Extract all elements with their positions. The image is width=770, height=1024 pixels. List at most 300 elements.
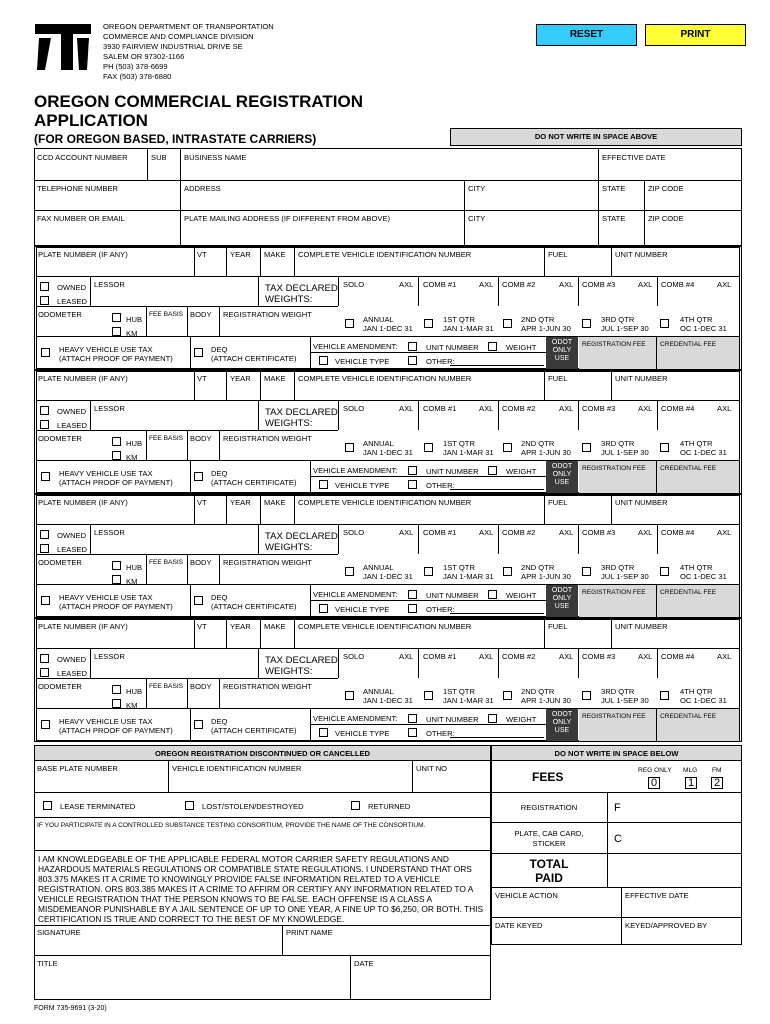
v3-make-label: MAKE (264, 498, 286, 507)
v4-q4-label-1: 4TH QTR (680, 687, 713, 696)
v3-body-label: BODY (190, 558, 212, 567)
v3-owned-checkbox[interactable] (40, 530, 49, 539)
v1-q3-label-1: 3RD QTR (601, 315, 635, 324)
v2-comb4-label: COMB #4 (661, 404, 695, 413)
v3-fee-basis-field[interactable] (148, 568, 186, 583)
v2-deq-label-2: (ATTACH CERTIFICATE) (211, 478, 297, 487)
v3-vin-field[interactable] (296, 508, 543, 523)
v1-leased-label: LEASED (57, 297, 87, 306)
v3-q2-checkbox[interactable] (503, 567, 512, 576)
v2-deq-checkbox[interactable] (194, 472, 203, 481)
v2-odot-1: ODOT (551, 463, 573, 470)
v3-comb3-axl: AXL (638, 528, 653, 537)
v1-unit-field[interactable] (613, 260, 739, 275)
v1-plate-field[interactable] (38, 260, 193, 275)
v3-unit-number-checkbox[interactable] (408, 590, 417, 599)
page-subtitle: (FOR OREGON BASED, INTRASTATE CARRIERS) (34, 132, 317, 146)
v2-annual-label-1: ANNUAL (363, 439, 394, 448)
v2-q4-checkbox[interactable] (660, 443, 669, 452)
v4-q3-checkbox[interactable] (582, 691, 591, 700)
address-field[interactable] (182, 194, 463, 209)
v3-hvut-checkbox[interactable] (41, 596, 50, 605)
v2-vehicle-type-label: VEHICLE TYPE (335, 481, 390, 490)
v2-year-field[interactable] (228, 384, 259, 399)
v3-other-field[interactable] (452, 602, 544, 613)
telephone-field[interactable] (36, 194, 179, 209)
v1-q2-checkbox[interactable] (503, 319, 512, 328)
v3-vt-field[interactable] (196, 508, 225, 523)
v2-other-field[interactable] (452, 478, 544, 489)
v1-annual-checkbox[interactable] (345, 319, 354, 328)
title-label: TITLE (37, 959, 58, 968)
v2-vt-field[interactable] (196, 384, 225, 399)
city-field[interactable] (466, 194, 597, 209)
v2-vt-label: VT (197, 374, 207, 383)
v2-other-checkbox[interactable] (408, 480, 417, 489)
keyed-approved-label: KEYED/APPROVED BY (625, 921, 708, 930)
effective-date-label: EFFECTIVE DATE (602, 153, 666, 162)
v2-fee-basis-field[interactable] (148, 444, 186, 459)
mailing-state-label: STATE (602, 214, 626, 223)
registration-code: F (614, 802, 621, 814)
mailing-city-field[interactable] (466, 224, 597, 244)
plate-mailing-label: PLATE MAILING ADDRESS (IF DIFFERENT FROM ABOVE) (184, 214, 391, 223)
v4-lessor-field[interactable] (92, 662, 257, 677)
v4-hub-checkbox[interactable] (112, 685, 121, 694)
v1-weight-checkbox[interactable] (488, 342, 497, 351)
v2-hvut-label-2: (ATTACH PROOF OF PAYMENT) (59, 478, 173, 487)
v2-unit-field[interactable] (613, 384, 739, 399)
v4-comb2-axl: AXL (559, 652, 574, 661)
v1-odot-3: USE (554, 355, 570, 362)
v2-km-checkbox[interactable] (112, 451, 121, 460)
v4-odometer-label: ODOMETER (38, 682, 82, 691)
business-name-field[interactable] (182, 163, 597, 179)
v3-annual-label-2: JAN 1-DEC 31 (363, 572, 413, 581)
page-title-line-2: APPLICATION (34, 111, 148, 130)
disc-vin-label: VEHICLE IDENTIFICATION NUMBER (172, 764, 302, 773)
v2-vehicle-type-checkbox[interactable] (319, 480, 328, 489)
mailing-city-label: CITY (468, 214, 486, 223)
v3-km-label: KM (126, 577, 138, 586)
v1-reg-weight-label: REGISTRATION WEIGHT (223, 310, 312, 319)
v4-body-field[interactable] (189, 692, 218, 707)
v4-vehicle-type-checkbox[interactable] (319, 728, 328, 737)
v1-leased-checkbox[interactable] (40, 296, 49, 305)
v4-unit-field[interactable] (613, 632, 739, 647)
plate-cab-code: C (614, 833, 622, 845)
office-effective-date-label: EFFECTIVE DATE (625, 891, 689, 900)
disc-unit-no-label: UNIT NO (416, 764, 448, 773)
v4-q3-label-1: 3RD QTR (601, 687, 635, 696)
fm-label: FM (712, 767, 722, 774)
v4-unit-number-checkbox[interactable] (408, 714, 417, 723)
v1-q1-label-2: JAN 1-MAR 31 (443, 324, 494, 333)
v3-solo-label: SOLO (343, 528, 365, 537)
v2-q1-label-1: 1ST QTR (443, 439, 475, 448)
v2-reg-fee-label: REGISTRATION FEE (582, 465, 646, 472)
v3-fuel-field[interactable] (546, 508, 610, 523)
v1-reg-fee-label: REGISTRATION FEE (582, 341, 646, 348)
v4-cred-fee-label: CREDENTIAL FEE (660, 713, 717, 720)
v3-plate-field[interactable] (38, 508, 193, 523)
v1-other-checkbox[interactable] (408, 356, 417, 365)
v1-q3-checkbox[interactable] (582, 319, 591, 328)
v1-other-field[interactable] (452, 354, 544, 365)
v1-plate-label: PLATE NUMBER (IF ANY) (38, 250, 128, 259)
v4-weight-checkbox[interactable] (488, 714, 497, 723)
cert-line-6: MISDEMEANOR PUNISHABLE BY A JAIL SENTENCE OF UP TO ONE YEAR, A FINE UP TO $6,250, OR BOTH. THIS (38, 904, 484, 914)
v1-vin-label: COMPLETE VEHICLE IDENTIFICATION NUMBER (298, 250, 472, 259)
v3-vt-label: VT (197, 498, 207, 507)
v3-odometer-label: ODOMETER (38, 558, 82, 567)
v2-fee-basis-label: FEE BASIS (149, 435, 184, 442)
v4-reg-weight-label: REGISTRATION WEIGHT (223, 682, 312, 691)
v2-unit-number-checkbox[interactable] (408, 466, 417, 475)
v1-deq-label-1: DEQ (211, 345, 228, 354)
v1-vt-field[interactable] (196, 260, 225, 275)
state-field[interactable] (600, 194, 643, 209)
agency-line-6: FAX (503) 378-6880 (103, 72, 172, 81)
v2-q3-checkbox[interactable] (582, 443, 591, 452)
v3-cred-fee-label: CREDENTIAL FEE (660, 589, 717, 596)
v2-solo-label: SOLO (343, 404, 365, 413)
v2-q3-label-2: JUL 1-SEP 30 (601, 448, 649, 457)
v2-owned-label: OWNED (57, 407, 87, 416)
title-field[interactable] (36, 970, 349, 998)
v4-solo-axl: AXL (399, 652, 414, 661)
v3-annual-checkbox[interactable] (345, 567, 354, 576)
v3-comb2-label: COMB #2 (502, 528, 536, 537)
v1-comb2-label: COMB #2 (502, 280, 536, 289)
v4-make-field[interactable] (262, 632, 293, 647)
v4-comb1-label: COMB #1 (423, 652, 457, 661)
signature-field[interactable] (36, 937, 281, 954)
mailing-state-field[interactable] (600, 224, 643, 244)
v1-year-field[interactable] (228, 260, 259, 275)
v3-fee-basis-label: FEE BASIS (149, 559, 184, 566)
v2-q2-label-2: APR 1-JUN 30 (521, 448, 571, 457)
v1-year-label: YEAR (230, 250, 251, 259)
v1-odot-use-box (546, 337, 578, 369)
v1-body-field[interactable] (189, 320, 218, 335)
v2-q1-label-2: JAN 1-MAR 31 (443, 448, 494, 457)
v2-make-label: MAKE (264, 374, 286, 383)
v3-odot-3: USE (554, 603, 570, 610)
v1-vehicle-type-label: VEHICLE TYPE (335, 357, 390, 366)
v4-amendment-label: VEHICLE AMENDMENT: (313, 714, 398, 723)
v1-odot-1: ODOT (551, 339, 573, 346)
agency-line-5: PH (503) 378-6699 (103, 62, 168, 71)
v3-km-checkbox[interactable] (112, 575, 121, 584)
v2-comb1-label: COMB #1 (423, 404, 457, 413)
v1-q2-label-1: 2ND QTR (521, 315, 555, 324)
v4-vehicle-type-label: VEHICLE TYPE (335, 729, 390, 738)
v4-comb4-label: COMB #4 (661, 652, 695, 661)
v4-hvut-checkbox[interactable] (41, 720, 50, 729)
v1-tax-declared-1: TAX DECLARED (265, 283, 338, 294)
v2-plate-field[interactable] (38, 384, 193, 399)
v3-odometer-field[interactable] (38, 568, 110, 583)
v4-q1-label-1: 1ST QTR (443, 687, 475, 696)
v4-leased-label: LEASED (57, 669, 87, 678)
disc-vin-field[interactable] (170, 774, 411, 790)
v4-leased-checkbox[interactable] (40, 668, 49, 677)
v4-vt-field[interactable] (196, 632, 225, 647)
v3-comb2-axl: AXL (559, 528, 574, 537)
v4-other-checkbox[interactable] (408, 728, 417, 737)
v4-hvut-label-1: HEAVY VEHICLE USE TAX (59, 717, 153, 726)
v2-year-label: YEAR (230, 374, 251, 383)
v1-annual-label-2: JAN 1-DEC 31 (363, 324, 413, 333)
v3-reg-fee-label: REGISTRATION FEE (582, 589, 646, 596)
v2-fuel-label: FUEL (548, 374, 568, 383)
v4-deq-label-1: DEQ (211, 717, 228, 726)
v2-odot-use-box (546, 461, 578, 493)
v1-vin-field[interactable] (296, 260, 543, 275)
v3-leased-label: LEASED (57, 545, 87, 554)
sub-field[interactable] (149, 163, 179, 179)
signature-label: SIGNATURE (37, 928, 81, 937)
v2-leased-label: LEASED (57, 421, 87, 430)
v2-hub-label: HUB (126, 439, 143, 448)
v4-vt-label: VT (197, 622, 207, 631)
v1-tax-declared-2: WEIGHTS: (265, 294, 313, 305)
v2-hvut-checkbox[interactable] (41, 472, 50, 481)
v4-weight-label: WEIGHT (506, 715, 537, 724)
print-button[interactable]: PRINT (645, 24, 746, 46)
v1-vehicle-type-checkbox[interactable] (319, 356, 328, 365)
v3-year-label: YEAR (230, 498, 251, 507)
cert-line-2: HAZARDOUS MATERIALS REGULATIONS OR COMPATIBLE STATE REGULATIONS. I UNDERSTAND THAT ORS (38, 864, 472, 874)
v4-year-field[interactable] (228, 632, 259, 647)
v2-fuel-field[interactable] (546, 384, 610, 399)
v4-comb2-label: COMB #2 (502, 652, 536, 661)
v1-hub-checkbox[interactable] (112, 313, 121, 322)
v2-vin-field[interactable] (296, 384, 543, 399)
fax-email-label: FAX NUMBER OR EMAIL (37, 214, 125, 223)
telephone-label: TELEPHONE NUMBER (37, 184, 119, 193)
v2-q1-checkbox[interactable] (424, 443, 433, 452)
state-label: STATE (602, 184, 626, 193)
v1-owned-label: OWNED (57, 283, 87, 292)
v2-q4-label-2: OC 1-DEC 31 (680, 448, 727, 457)
odot-logo (33, 22, 93, 72)
v3-unit-label: UNIT NUMBER (615, 498, 668, 507)
v1-fuel-field[interactable] (546, 260, 610, 275)
v1-unit-number-opt-label: UNIT NUMBER (426, 343, 479, 352)
v2-q2-checkbox[interactable] (503, 443, 512, 452)
discontinued-header: OREGON REGISTRATION DISCONTINUED OR CANCELLED (154, 749, 371, 758)
v3-weight-checkbox[interactable] (488, 590, 497, 599)
base-plate-label: BASE PLATE NUMBER (37, 764, 118, 773)
v3-solo-axl: AXL (399, 528, 414, 537)
v2-comb3-label: COMB #3 (582, 404, 616, 413)
v1-annual-label-1: ANNUAL (363, 315, 394, 324)
v1-comb4-axl: AXL (717, 280, 732, 289)
v4-solo-label: SOLO (343, 652, 365, 661)
v1-q2-label-2: APR 1-JUN 30 (521, 324, 571, 333)
returned-checkbox[interactable] (351, 801, 360, 810)
v1-comb1-axl: AXL (479, 280, 494, 289)
v3-body-field[interactable] (189, 568, 218, 583)
cert-line-5: VEHICLE REGISTRATION THAT THE PERSON KNOWS TO BE FALSE. EACH OFFENSE IS A CLASS A (38, 894, 433, 904)
date-field[interactable] (352, 970, 490, 998)
v4-odot-2: ONLY (552, 719, 572, 726)
zip-label: ZIP CODE (648, 184, 684, 193)
v2-odometer-label: ODOMETER (38, 434, 82, 443)
reset-button[interactable]: RESET (536, 24, 637, 46)
city-label: CITY (468, 184, 486, 193)
fax-email-field[interactable] (36, 224, 179, 244)
v4-plate-field[interactable] (38, 632, 193, 647)
v2-unit-label: UNIT NUMBER (615, 374, 668, 383)
v3-unit-field[interactable] (613, 508, 739, 523)
zip-field[interactable] (646, 194, 740, 209)
v3-lessor-field[interactable] (92, 538, 257, 553)
mailing-zip-field[interactable] (646, 224, 740, 244)
v2-body-field[interactable] (189, 444, 218, 459)
v1-lessor-field[interactable] (92, 290, 257, 305)
v3-q1-checkbox[interactable] (424, 567, 433, 576)
v1-km-checkbox[interactable] (112, 327, 121, 336)
cert-line-7: CERTIFICATION IS TRUE AND CORRECT TO THE BEST OF MY KNOWLEDGE. (38, 914, 345, 924)
v1-fee-basis-field[interactable] (148, 320, 186, 335)
effective-date-field[interactable] (600, 163, 740, 179)
v1-q3-label-2: JUL 1-SEP 30 (601, 324, 649, 333)
v1-make-field[interactable] (262, 260, 293, 275)
mlg-label: MLG (683, 767, 698, 774)
v1-cred-fee-label: CREDENTIAL FEE (660, 341, 717, 348)
consortium-label: IF YOU PARTICIPATE IN A CONTROLLED SUBSTANCE TESTING CONSORTIUM, PROVIDE THE NAME OF THE CONSORTIUM. (37, 822, 426, 829)
v2-lessor-label: LESSOR (94, 404, 125, 413)
v3-odot-2: ONLY (552, 595, 572, 602)
v3-leased-checkbox[interactable] (40, 544, 49, 553)
print-name-field[interactable] (284, 937, 490, 954)
v4-other-field[interactable] (452, 726, 544, 737)
v3-tax-declared-1: TAX DECLARED (265, 531, 338, 542)
v4-comb4-axl: AXL (717, 652, 732, 661)
v2-reg-weight-field[interactable] (221, 444, 336, 459)
v3-q3-label-1: 3RD QTR (601, 563, 635, 572)
v2-comb3-axl: AXL (638, 404, 653, 413)
do-not-write-above-label: DO NOT WRITE IN SPACE ABOVE (534, 132, 658, 141)
v1-odometer-field[interactable] (38, 320, 110, 335)
lost-stolen-checkbox[interactable] (185, 801, 194, 810)
v4-vin-field[interactable] (296, 632, 543, 647)
v3-other-checkbox[interactable] (408, 604, 417, 613)
v1-hvut-checkbox[interactable] (41, 348, 50, 357)
v2-odometer-field[interactable] (38, 444, 110, 459)
v2-amendment-label: VEHICLE AMENDMENT: (313, 466, 398, 475)
v3-other-label: OTHER: (426, 605, 455, 614)
v1-owned-checkbox[interactable] (40, 282, 49, 291)
lease-terminated-checkbox[interactable] (43, 801, 52, 810)
v1-unit-number-checkbox[interactable] (408, 342, 417, 351)
v4-q1-checkbox[interactable] (424, 691, 433, 700)
v3-q3-checkbox[interactable] (582, 567, 591, 576)
v4-deq-checkbox[interactable] (194, 720, 203, 729)
v4-reg-weight-field[interactable] (221, 692, 336, 707)
v3-plate-label: PLATE NUMBER (IF ANY) (38, 498, 128, 507)
v4-q4-checkbox[interactable] (660, 691, 669, 700)
v1-vt-label: VT (197, 250, 207, 259)
v2-lessor-field[interactable] (92, 414, 257, 429)
v3-q4-checkbox[interactable] (660, 567, 669, 576)
lease-terminated-label: LEASE TERMINATED (60, 802, 136, 811)
v1-hub-label: HUB (126, 315, 143, 324)
disc-unit-no-field[interactable] (414, 774, 490, 790)
v1-q1-label-1: 1ST QTR (443, 315, 475, 324)
v3-deq-label-2: (ATTACH CERTIFICATE) (211, 602, 297, 611)
plate-mailing-field[interactable] (182, 224, 463, 244)
v4-km-checkbox[interactable] (112, 699, 121, 708)
v3-year-field[interactable] (228, 508, 259, 523)
v3-comb4-label: COMB #4 (661, 528, 695, 537)
v3-vehicle-type-checkbox[interactable] (319, 604, 328, 613)
v2-make-field[interactable] (262, 384, 293, 399)
v3-q3-label-2: JUL 1-SEP 30 (601, 572, 649, 581)
form-number: FORM 735-9691 (3-20) (34, 1005, 107, 1012)
v4-annual-label-1: ANNUAL (363, 687, 394, 696)
v3-make-field[interactable] (262, 508, 293, 523)
v4-body-label: BODY (190, 682, 212, 691)
v4-q2-checkbox[interactable] (503, 691, 512, 700)
v2-annual-checkbox[interactable] (345, 443, 354, 452)
date-label: DATE (354, 959, 374, 968)
v4-km-label: KM (126, 701, 138, 710)
v4-other-label: OTHER: (426, 729, 455, 738)
v1-q4-checkbox[interactable] (660, 319, 669, 328)
v3-deq-checkbox[interactable] (194, 596, 203, 605)
v4-fee-basis-field[interactable] (148, 692, 186, 707)
v1-q1-checkbox[interactable] (424, 319, 433, 328)
v3-reg-weight-field[interactable] (221, 568, 336, 583)
v4-q1-label-2: JAN 1-MAR 31 (443, 696, 494, 705)
v2-weight-checkbox[interactable] (488, 466, 497, 475)
v3-hub-checkbox[interactable] (112, 561, 121, 570)
v4-fuel-field[interactable] (546, 632, 610, 647)
agency-line-3: 3930 FAIRVIEW INDUSTRIAL DRIVE SE (103, 42, 243, 51)
ccd-account-label: CCD ACCOUNT NUMBER (37, 153, 128, 162)
v4-owned-checkbox[interactable] (40, 654, 49, 663)
v4-annual-checkbox[interactable] (345, 691, 354, 700)
v4-year-label: YEAR (230, 622, 251, 631)
v1-reg-weight-field[interactable] (221, 320, 336, 335)
v2-leased-checkbox[interactable] (40, 420, 49, 429)
v4-vin-label: COMPLETE VEHICLE IDENTIFICATION NUMBER (298, 622, 472, 631)
v1-hvut-label-2: (ATTACH PROOF OF PAYMENT) (59, 354, 173, 363)
v3-deq-label-1: DEQ (211, 593, 228, 602)
base-plate-field[interactable] (36, 774, 167, 790)
v4-odometer-field[interactable] (38, 692, 110, 707)
v1-comb4-label: COMB #4 (661, 280, 695, 289)
ccd-account-field[interactable] (36, 163, 146, 179)
v1-deq-checkbox[interactable] (194, 348, 203, 357)
agency-line-4: SALEM OR 97302-1166 (103, 52, 185, 61)
v2-q3-label-1: 3RD QTR (601, 439, 635, 448)
v4-comb1-axl: AXL (479, 652, 494, 661)
v4-q2-label-1: 2ND QTR (521, 687, 555, 696)
v2-comb2-axl: AXL (559, 404, 574, 413)
vehicle-action-label: VEHICLE ACTION (495, 891, 558, 900)
v4-tax-declared-2: WEIGHTS: (265, 666, 313, 677)
v3-annual-label-1: ANNUAL (363, 563, 394, 572)
v2-owned-checkbox[interactable] (40, 406, 49, 415)
v2-annual-label-2: JAN 1-DEC 31 (363, 448, 413, 457)
v2-hub-checkbox[interactable] (112, 437, 121, 446)
consortium-field[interactable] (36, 830, 490, 848)
